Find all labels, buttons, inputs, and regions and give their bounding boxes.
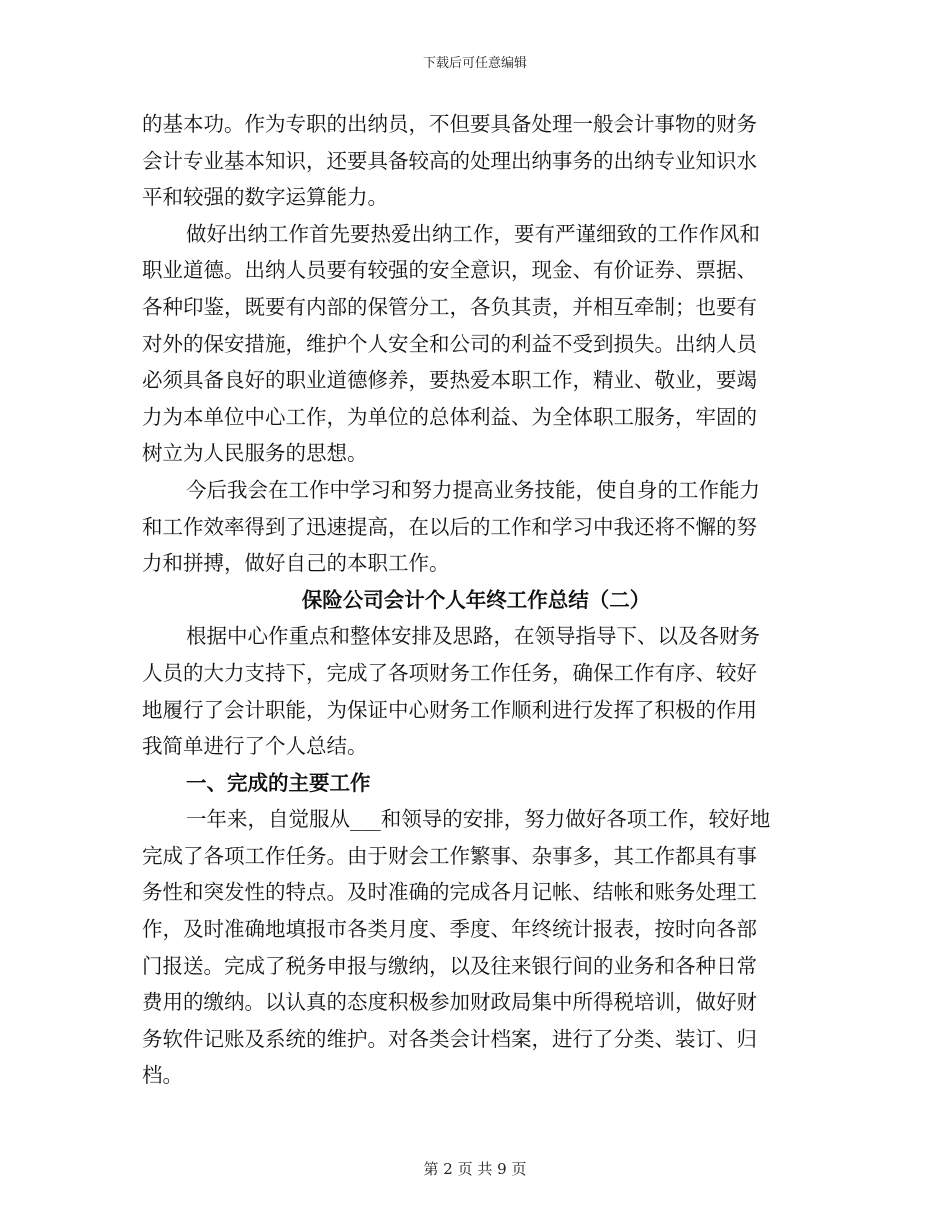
paragraph-first-line: 根据中心作重点和整体安排及思路，在领导指导下、以及各财务 [186, 624, 760, 649]
body-line: 力和拼搏，做好自己的本职工作。 [142, 551, 450, 576]
body-line: 务软件记账及系统的维护。对各类会计档案，进行了分类、装订、归 [142, 1026, 757, 1051]
body-line: 我简单进行了个人总结。 [142, 734, 368, 759]
body-line: 会计专业基本知识，还要具备较高的处理出纳事务的出纳专业知识水 [142, 148, 757, 173]
paragraph-first-line: 今后我会在工作中学习和努力提高业务技能，使自身的工作能力 [186, 477, 760, 502]
body-line: 各种印鉴，既要有内部的保管分工，各负其责，并相互牵制；也要有 [142, 294, 757, 319]
body-line: 力为本单位中心工作，为单位的总体利益、为全体职工服务，牢固的 [142, 404, 757, 429]
body-line: 树立为人民服务的思想。 [142, 441, 368, 466]
section-title: 保险公司会计个人年终工作总结（二） [301, 587, 651, 612]
document-body [142, 106, 810, 1094]
body-line: 档。 [142, 1063, 183, 1088]
paragraph-first-line: 做好出纳工作首先要热爱出纳工作，要有严谨细致的工作作风和 [186, 221, 760, 246]
body-line: 门报送。完成了税务申报与缴纳，以及往来银行间的业务和各种日常 [142, 953, 757, 978]
body-line: 完成了各项工作任务。由于财会工作繁事、杂事多，其工作都具有事 [142, 843, 757, 868]
body-line: 务性和突发性的特点。及时准确的完成各月记帐、结帐和账务处理工 [142, 880, 757, 905]
body-line: 对外的保安措施，维护个人安全和公司的利益不受到损失。出纳人员 [142, 331, 757, 356]
body-line: 作，及时准确地填报市各类月度、季度、年终统计报表，按时向各部 [142, 917, 757, 942]
body-line: 地履行了会计职能，为保证中心财务工作顺利进行发挥了积极的作用 [142, 697, 757, 722]
body-line: 和工作效率得到了迅速提高，在以后的工作和学习中我还将不懈的努 [142, 514, 757, 539]
body-line: 必须具备良好的职业道德修养，要热爱本职工作，精业、敬业，要竭 [142, 368, 757, 393]
body-line: 费用的缴纳。以认真的态度积极参加财政局集中所得税培训，做好财 [142, 990, 757, 1015]
body-line: 人员的大力支持下，完成了各项财务工作任务，确保工作有序、较好 [142, 660, 757, 685]
paragraph-first-line: 一年来，自觉服从___和领导的安排，努力做好各项工作，较好地 [186, 807, 771, 832]
body-line: 职业道德。出纳人员要有较强的安全意识，现金、有价证券、票据、 [142, 258, 757, 283]
subsection-heading: 一、完成的主要工作 [186, 770, 371, 795]
body-line: 平和较强的数字运算能力。 [142, 185, 388, 210]
page-footer: 第 2 页 共 9 页 [423, 1160, 527, 1178]
body-line: 的基本功。作为专职的出纳员，不但要具备处理一般会计事物的财务 [142, 112, 757, 136]
page-header: 下载后可任意编辑 [422, 56, 527, 71]
